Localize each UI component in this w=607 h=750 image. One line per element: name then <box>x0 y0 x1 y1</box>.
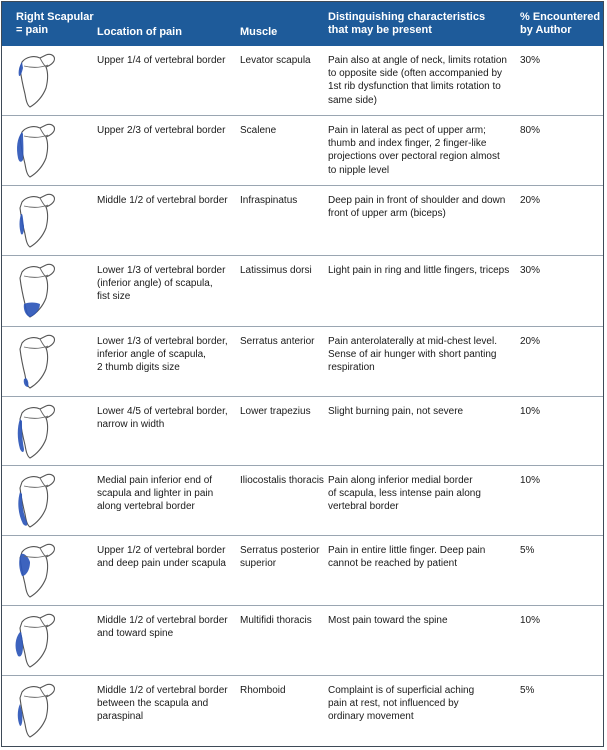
scapula-pain-diagram <box>10 682 60 740</box>
scapula-pain-diagram <box>10 262 60 320</box>
percent-cell: 30% <box>520 265 541 276</box>
percent-cell: 30% <box>520 55 541 66</box>
percent-cell: 10% <box>520 475 541 486</box>
characteristics-cell: Most pain toward the spine <box>328 615 448 626</box>
characteristics-cell: Pain also at angle of neck, limits rotation to opposite side (often accompanied by 1st rib dysfunction that limits rotation to same side) <box>328 55 507 106</box>
header-location: Location of pain <box>97 26 182 38</box>
scapular-pain-table <box>1 1 604 747</box>
table-header <box>2 2 603 46</box>
scapula-icon <box>10 682 60 740</box>
muscle-cell: Scalene <box>240 125 277 136</box>
header-characteristics: Distinguishing characteristics that may be present <box>328 11 486 36</box>
characteristics-cell: Complaint is of superficial aching pain at rest, not influenced by ordinary movement <box>328 685 475 723</box>
percent-cell: 20% <box>520 336 541 347</box>
characteristics-cell: Slight burning pain, not severe <box>328 406 464 417</box>
muscle-cell: Iliocostalis thoracis <box>240 475 324 486</box>
percent-cell: 10% <box>520 406 541 417</box>
scapula-pain-diagram <box>10 333 60 391</box>
scapula-pain-diagram <box>10 612 60 670</box>
muscle-cell: Lower trapezius <box>240 406 311 417</box>
table-row <box>2 605 603 675</box>
scapula-outline <box>20 54 54 107</box>
location-cell: Upper 1/4 of vertebral border <box>97 55 226 66</box>
scapula-icon <box>10 542 60 600</box>
location-cell: Upper 2/3 of vertebral border <box>97 125 226 136</box>
scapula-icon <box>10 612 60 670</box>
scapula-pain-diagram <box>10 192 60 250</box>
muscle-cell: Latissimus dorsi <box>240 265 312 276</box>
table-row <box>2 255 603 326</box>
location-cell: Lower 1/3 of vertebral border, inferior angle of scapula, 2 thumb digits size <box>97 336 228 374</box>
pain-region <box>24 303 40 318</box>
location-cell: Lower 1/3 of vertebral border (inferior angle) of scapula, fist size <box>97 265 226 303</box>
scapula-pain-diagram <box>10 52 60 110</box>
percent-cell: 80% <box>520 125 541 136</box>
table-row <box>2 535 603 605</box>
characteristics-cell: Pain anterolaterally at mid-chest level. Sense of air hunger with short panting respiration <box>328 336 497 374</box>
scapula-outline <box>20 124 54 177</box>
percent-cell: 20% <box>520 195 541 206</box>
muscle-cell: Levator scapula <box>240 55 311 66</box>
scapula-icon <box>10 472 60 530</box>
scapula-icon <box>10 52 60 110</box>
table-row <box>2 396 603 465</box>
scapula-outline <box>20 614 54 667</box>
percent-cell: 5% <box>520 545 535 556</box>
location-cell: Middle 1/2 of vertebral border <box>97 195 228 206</box>
scapula-icon <box>10 192 60 250</box>
table-row <box>2 675 603 746</box>
table-row <box>2 465 603 535</box>
characteristics-cell: Pain along inferior medial border of scapula, less intense pain along vertebral border <box>328 475 481 513</box>
scapula-icon <box>10 122 60 180</box>
scapula-icon <box>10 403 60 461</box>
header-percent: % Encountered by Author <box>520 11 601 36</box>
scapula-pain-diagram <box>10 403 60 461</box>
percent-cell: 5% <box>520 685 535 696</box>
scapula-icon <box>10 333 60 391</box>
header-muscle: Muscle <box>240 26 278 38</box>
characteristics-cell: Deep pain in front of shoulder and down front of upper arm (biceps) <box>328 195 506 220</box>
location-cell: Middle 1/2 of vertebral border between the scapula and paraspinal <box>97 685 228 723</box>
scapula-outline <box>20 684 54 737</box>
scapula-outline <box>20 405 54 458</box>
muscle-cell: Infraspinatus <box>240 195 298 206</box>
header-right-scapular: Right Scapular = pain <box>16 11 94 36</box>
characteristics-cell: Light pain in ring and little fingers, triceps <box>328 265 510 276</box>
pain-region <box>17 132 23 162</box>
location-cell: Middle 1/2 of vertebral border and toward spine <box>97 615 228 640</box>
table-row <box>2 326 603 396</box>
muscle-cell: Serratus anterior <box>240 336 315 347</box>
muscle-cell: Rhomboid <box>240 685 286 696</box>
scapula-pain-diagram <box>10 542 60 600</box>
table-row <box>2 115 603 185</box>
table-row <box>2 46 603 115</box>
table-row <box>2 185 603 255</box>
location-cell: Medial pain inferior end of scapula and lighter in pain along vertebral border <box>97 475 214 513</box>
scapula-pain-diagram <box>10 122 60 180</box>
characteristics-cell: Pain in entire little finger. Deep pain cannot be reached by patient <box>328 545 486 570</box>
percent-cell: 10% <box>520 615 541 626</box>
muscle-cell: Multifidi thoracis <box>240 615 312 626</box>
muscle-cell: Serratus posterior superior <box>240 545 320 570</box>
scapula-icon <box>10 262 60 320</box>
scapula-outline <box>20 194 54 247</box>
scapula-pain-diagram <box>10 472 60 530</box>
characteristics-cell: Pain in lateral as pect of upper arm; thumb and index finger, 2 finger-like projections over pectoral region almost to nipple level <box>328 125 500 176</box>
location-cell: Upper 1/2 of vertebral border and deep pain under scapula <box>97 545 226 570</box>
location-cell: Lower 4/5 of vertebral border, narrow in width <box>97 406 228 431</box>
